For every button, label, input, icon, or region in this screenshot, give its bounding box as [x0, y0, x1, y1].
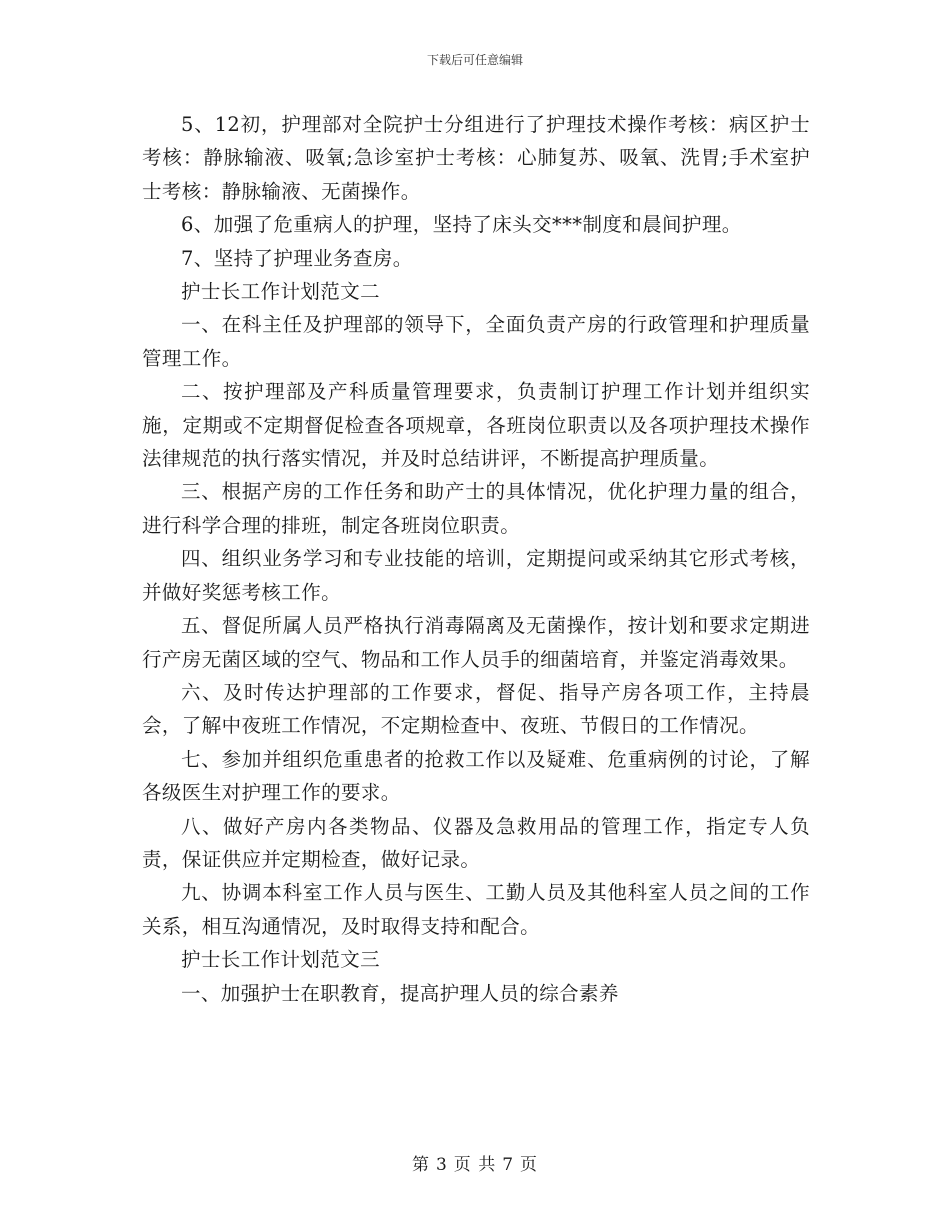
paragraph-duty-3: 三、根据产房的工作任务和助产士的具体情况，优化护理力量的组合，进行科学合理的排班，制定各班岗位职责。 — [142, 480, 810, 537]
footer-prefix: 第 — [411, 1155, 430, 1175]
footer-middle: 页 共 — [453, 1155, 497, 1175]
page-header — [0, 52, 950, 68]
section-heading-sample-two: 护士长工作计划范文二 — [181, 280, 381, 304]
paragraph-duty-9: 九、协调本科室工作人员与医生、工勤人员及其他科室人员之间的工作关系，相互沟通情况，及时取得支持和配合。 — [142, 881, 810, 938]
document-body — [142, 108, 810, 1010]
paragraph-duty-4: 四、组织业务学习和专业技能的培训，定期提问或采纳其它形式考核，并做好奖惩考核工作。 — [142, 547, 810, 604]
paragraph-duty-8: 八、做好产房内各类物品、仪器及急救用品的管理工作，指定专人负责，保证供应并定期检查，做好记录。 — [142, 814, 810, 871]
paragraph-duty-2: 二、按护理部及产科质量管理要求，负责制订护理工作计划并组织实施，定期或不定期督促检查各项规章，各班岗位职责以及各项护理技术操作法律规范的执行落实情况，并及时总结讲评，不断提高护理质量。 — [142, 380, 810, 471]
footer-suffix: 页 — [520, 1155, 539, 1175]
paragraph-plan-1: 一、加强护士在职教育，提高护理人员的综合素养 — [181, 981, 619, 1005]
paragraph-item-6: 6、加强了危重病人的护理，坚持了床头交***制度和晨间护理。 — [181, 213, 742, 237]
paragraph-item-7: 7、坚持了护理业务查房。 — [181, 246, 413, 270]
page-footer — [0, 1154, 950, 1176]
current-page-number: 3 — [435, 1155, 448, 1175]
header-text: 下载后可任意编辑 — [426, 53, 523, 67]
total-page-count: 7 — [502, 1155, 515, 1175]
paragraph-duty-6: 六、及时传达护理部的工作要求，督促、指导产房各项工作，主持晨会，了解中夜班工作情况，不定期检查中、夜班、节假日的工作情况。 — [142, 680, 810, 738]
paragraph-duty-1: 一、在科主任及护理部的领导下，全面负责产房的行政管理和护理质量管理工作。 — [142, 313, 810, 370]
section-heading-sample-three: 护士长工作计划范文三 — [181, 948, 381, 972]
paragraph-item-5: 5、12初，护理部对全院护士分组进行了护理技术操作考核：病区护士考核：静脉输液、吸氧;急诊室护士考核：心肺复苏、吸氧、洗胃;手术室护士考核：静脉输液、无菌操作。 — [142, 113, 810, 203]
paragraph-duty-7: 七、参加并组织危重患者的抢救工作以及疑难、危重病例的讨论，了解各级医生对护理工作的要求。 — [142, 747, 810, 805]
paragraph-duty-5: 五、督促所属人员严格执行消毒隔离及无菌操作，按计划和要求定期进行产房无菌区域的空气、物品和工作人员手的细菌培育，并鉴定消毒效果。 — [142, 614, 810, 671]
